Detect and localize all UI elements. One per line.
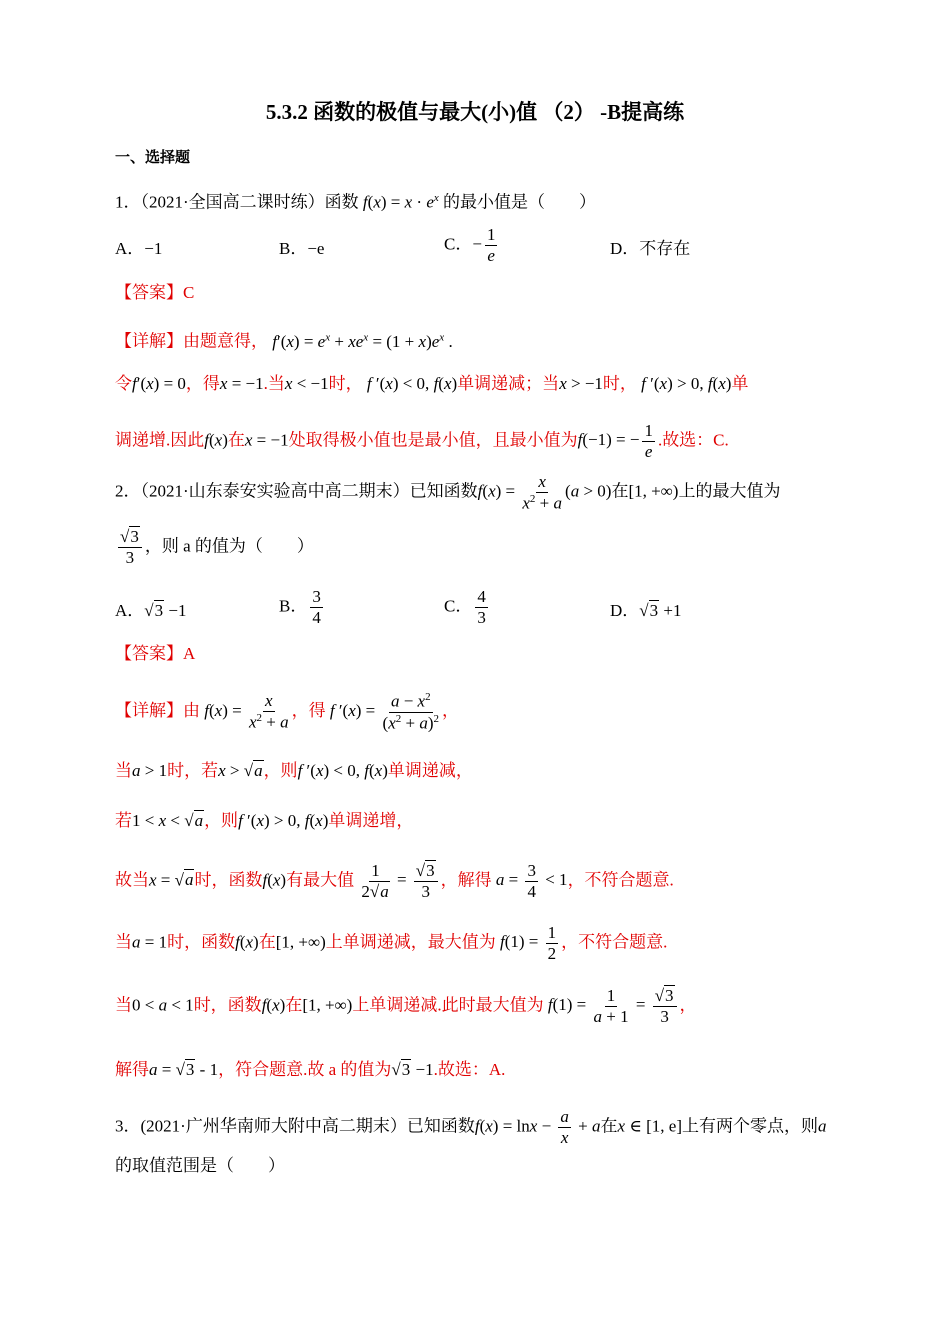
q1-answer: 【答案】C — [115, 283, 195, 302]
q2-option-b: B． $\frac{3}{4}$ — [279, 587, 321, 627]
q2-stem-2: $\frac{√3}{3}$ ，则 a 的值为（ ） — [120, 527, 314, 567]
q1-option-b: B．−e — [279, 239, 325, 258]
q1-option-d: D．不存在 — [610, 239, 691, 258]
page-title: 5.3.2 函数的极值与最大(小)值 （2） -B提高练 — [265, 100, 685, 124]
q2-stem: 2．（2021·山东泰安实验高中高二期末）已知函数f(x) = $\frac{x}{x^2 + a}$ (a > 0)在[1, +∞)上的最大值为 — [115, 472, 781, 513]
q1-detail-2: 令f′(x) = 0，得x = −1.当x < −1时， f ′(x) < 0, f(x)单调递减；当x > −1时， f ′(x) > 0, f(x)单 — [115, 374, 749, 393]
q2-detail-1: 【详解】由 f(x) = $\frac{x}{x^2 + a}$ ，得 f ′(x) = $\frac{a - x^2}{(x^2 + a)^2}$ ， — [115, 691, 459, 733]
q2-detail-6: 当0 < a < 1时，函数f(x)在[1, +∞)上单调递减.此时最大值为 f(1) = $\frac{1}{a + 1}$ = $\frac{√3}{3}$ ， — [115, 986, 697, 1026]
q2-detail-2: 当a > 1时，若x > √a，则f ′(x) < 0, f(x)单调递减， — [115, 761, 473, 780]
q2-option-d: D．√3 +1 — [610, 601, 682, 620]
section-heading: 一、选择题 — [115, 150, 191, 166]
q2-option-a: A．√3 −1 — [115, 601, 187, 620]
q2-detail-3: 若1 < x < √a，则f ′(x) > 0, f(x)单调递增， — [115, 811, 414, 830]
q1-detail-3: 调递增.因此f(x)在x = −1处取得极小值也是最小值，且最小值为f(−1) = − $\frac{1}{e}$ .故选：C. — [115, 421, 729, 461]
q2-option-c: C． $\frac{4}{3}$ — [444, 587, 486, 627]
q2-answer: 【答案】A — [115, 644, 196, 663]
q1-detail-1: 【详解】由题意得， $f'(x) = e^x + xe^x = (1 + x)e^x$ . — [115, 331, 453, 351]
q2-detail-7: 解得a = √3 - 1，符合题意.故 a 的值为√3 −1.故选：A. — [115, 1060, 506, 1079]
q2-detail-4: 故当x = √a时，函数f(x)有最大值 $\frac{1}{2√a}$ = $\frac{√3}{3}$ ，解得 a = $\frac{3}{4}$ < 1，不符合题意. — [115, 861, 674, 901]
q1-option-c: C．− $\frac{1}{e}$ — [444, 225, 496, 265]
q1-stem: 1．（2021·全国高二课时练）函数 $f(x) = x \cdot e^x$ 的最小值是（ ） — [115, 192, 597, 212]
q1-option-a: A．−1 — [115, 239, 163, 258]
q3-stem: 3．(2021·广州华南师大附中高二期末）已知函数f(x) = lnx − $\frac{a}{x}$ + a在x ∈ [1, e]上有两个零点，则a — [115, 1107, 827, 1147]
q3-stem-2: 的取值范围是（ ） — [115, 1156, 285, 1175]
q2-detail-5: 当a = 1时，函数f(x)在[1, +∞)上单调递减，最大值为 f(1) = $\frac{1}{2}$ ，不符合题意. — [115, 923, 668, 963]
